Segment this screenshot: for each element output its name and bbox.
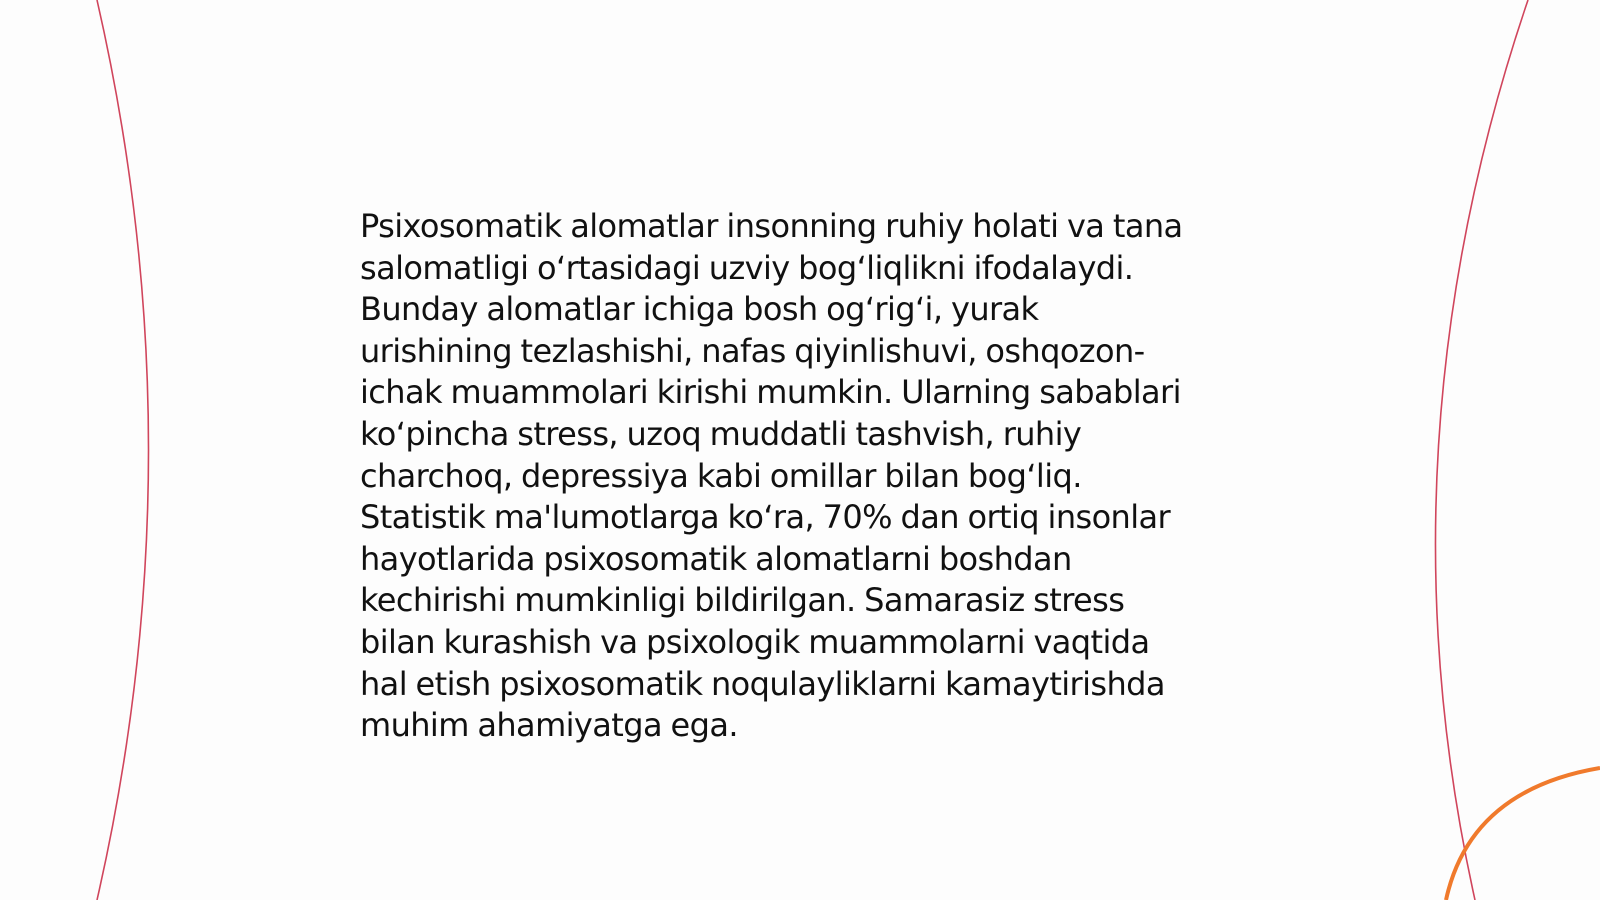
paragraph-line: salomatligi o‘rtasidagi uzviy bog‘liqlikni ifodalaydi. bbox=[360, 248, 1134, 287]
paragraph-line: hayotlarida psixosomatik alomatlarni boshdan bbox=[360, 539, 1072, 578]
paragraph-line: muhim ahamiyatga ega. bbox=[360, 706, 738, 745]
paragraph-line: Statistik ma'lumotlarga ko‘ra, 70% dan ortiq insonlar bbox=[360, 498, 1171, 537]
body-paragraph bbox=[360, 206, 1240, 747]
paragraph-line: bilan kurashish va psixologik muammolarni vaqtida bbox=[360, 622, 1150, 661]
paragraph-line: ichak muammolari kirishi mumkin. Ularning sabablari bbox=[360, 373, 1181, 412]
paragraph-line: hal etish psixosomatik noqulayliklarni kamaytirishda bbox=[360, 664, 1165, 703]
paragraph-line: ko‘pincha stress, uzoq muddatli tashvish, ruhiy bbox=[360, 414, 1082, 453]
paragraph-line: kechirishi mumkinligi bildirilgan. Samarasiz stress bbox=[360, 581, 1125, 620]
left-curve-line bbox=[97, 0, 149, 900]
right-curve-line bbox=[1435, 0, 1528, 900]
paragraph-line: Bunday alomatlar ichiga bosh og‘rig‘i, yurak bbox=[360, 290, 1039, 329]
paragraph-line: Psixosomatik alomatlar insonning ruhiy holati va tana bbox=[360, 207, 1183, 245]
orange-accent-arc bbox=[1446, 768, 1600, 900]
paragraph-line: urishining tezlashishi, nafas qiyinlishuvi, oshqozon- bbox=[360, 331, 1145, 370]
paragraph-line: charchoq, depressiya kabi omillar bilan bog‘liq. bbox=[360, 456, 1082, 495]
